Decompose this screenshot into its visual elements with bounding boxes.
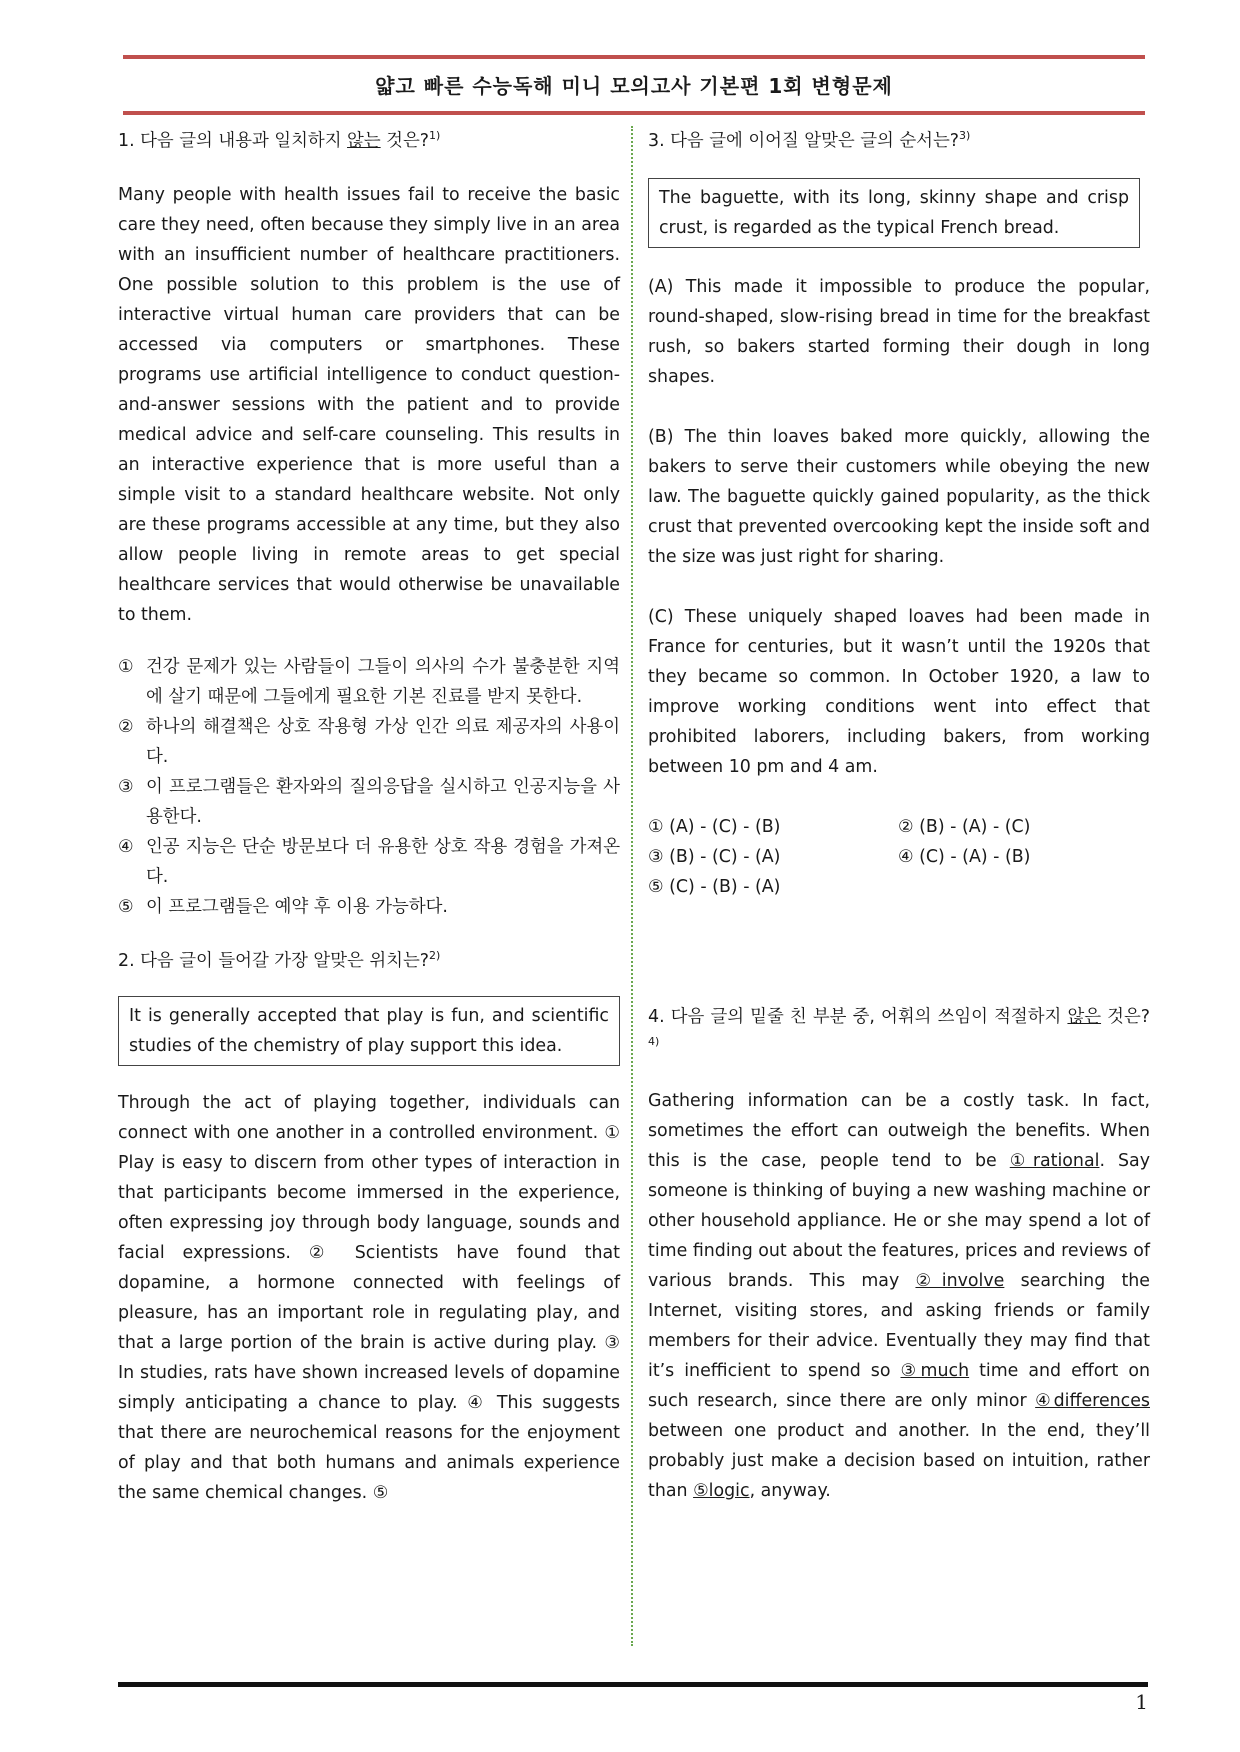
option-text: 인공 지능은 단순 방문보다 더 유용한 상호 작용 경험을 가져온다. [146, 837, 620, 887]
emphasis-underline: 않은 [1067, 1007, 1102, 1027]
header-top-rule [123, 55, 1145, 59]
question-2-passage: Through the act of playing together, individuals can connect with one another in a controlled environment. ① Play is easy to discern from other types of interaction in that participants become immersed in the experience, often expressing joy through body language, sounds and facial expressions. ② Scientists have found that dopamine, a hormone connected with feelings of pleasure, has an important role in regulating play, and that a large portion of the brain is active during play. ③ In studies, rats have shown increased levels of dopamine simply anticipating a chance to play. ④ This suggests that there are neurochemical reasons for the enjoyment of play and that both humans and animals experience the same chemical changes. ⑤ [118, 1093, 620, 1503]
footer-rule [118, 1682, 1148, 1687]
paragraph-b: (B) The thin loaves baked more quickly, allowing the bakers to serve their customers while obeying the new law. The baguette quickly gained popularity, as the thick crust that prevented overcooking kept the inside soft and the size was just right for sharing. [648, 427, 1150, 567]
option-5[interactable] [118, 892, 620, 922]
question-4-passage: Gathering information can be a costly task. In fact, sometimes the effort can outweigh the benefits. When this is the case, people tend to be ①rational. Say someone is thinking of buying a new washing machine or other household appliance. He or she may spend a lot of time finding out about the features, prices and reviews of various brands. This may ②involve searching the Internet, visiting stores, and asking friends or family members for their advice. Eventually they may find that it’s inefficient to spend so ③much time and effort on such research, since there are only minor ④differences between one product and another. In the end, they’ll probably just make a decision based on intuition, rather than ⑤logic, anyway. [648, 1091, 1151, 1501]
right-column [648, 126, 1150, 1506]
option-text: 이 프로그램들은 환자와의 질의응답을 실시하고 인공지능을 사용한다. [146, 777, 620, 827]
option-4[interactable] [118, 832, 620, 892]
question-4-heading: 4. 다음 글의 밑줄 친 부분 중, 어휘의 쓰임이 적절하지 않은 것은?$^{4)}$ [648, 1007, 1151, 1049]
option-1[interactable] [118, 652, 620, 712]
underlined-word-3: ③much [900, 1361, 970, 1381]
question-1 [118, 126, 620, 922]
question-2-given-sentence: It is generally accepted that play is fun, and scientific studies of the chemistry of play support this idea. [118, 996, 620, 1066]
question-2-heading: 2. 다음 글이 들어갈 가장 알맞은 위치는?$^{2)}$ [118, 949, 441, 971]
question-3-given-sentence: The baguette, with its long, skinny shape and crisp crust, is regarded as the typical French bread. [648, 178, 1140, 248]
question-3-options [648, 812, 1150, 902]
footnote-ref: 2) [428, 949, 441, 963]
option-5[interactable]: ⑤ (C) - (B) - (A) [648, 877, 781, 897]
question-1-options [118, 652, 620, 922]
option-1[interactable]: ① (A) - (C) - (B) [648, 817, 781, 837]
option-3[interactable] [118, 772, 620, 832]
option-marker: ⑤ [118, 897, 134, 917]
option-marker: ④ [118, 837, 134, 857]
underlined-word-5: ⑤logic [693, 1481, 750, 1501]
paragraph-a: (A) This made it impossible to produce the popular, round-shaped, slow-rising bread in time for the breakfast rush, so bakers started forming their dough in long shapes. [648, 277, 1150, 387]
question-3-heading: 3. 다음 글에 이어질 알맞은 글의 순서는?$^{3)}$ [648, 129, 971, 151]
paragraph-c: (C) These uniquely shaped loaves had been made in France for centuries, but it wasn’t until the 1920s that they became so common. In October 1920, a law to improve working conditions went into effect that prohibited laborers, including bakers, from working between 10 pm and 4 am. [648, 607, 1150, 777]
question-4 [648, 1002, 1150, 1506]
option-3[interactable]: ③ (B) - (C) - (A) [648, 847, 781, 867]
column-divider [631, 126, 633, 1646]
footnote-ref: 1) [429, 129, 441, 143]
page-title: 얇고 빠른 수능독해 미니 모의고사 기본편 1회 변형문제 [375, 74, 893, 98]
page-number: 1 [1135, 1690, 1148, 1714]
option-text: 하나의 해결책은 상호 작용형 가상 인간 의료 제공자의 사용이다. [146, 717, 620, 767]
question-1-heading: 1. 다음 글의 내용과 일치하지 않는 것은?$^{1)}$ [118, 129, 441, 151]
underlined-word-2: ②involve [915, 1271, 1005, 1291]
underlined-word-1: ①rational [1009, 1151, 1100, 1171]
option-marker: ① [118, 657, 134, 677]
option-text: 이 프로그램들은 예약 후 이용 가능하다. [146, 897, 448, 917]
question-1-passage: Many people with health issues fail to receive the basic care they need, often because they simply live in an area with an insufficient number of healthcare practitioners. One possible solution to this problem is the use of interactive virtual human care providers that can be accessed via computers or smartphones. These programs use artificial intelligence to conduct question-and-answer sessions with the patient and to provide medical advice and self-care counseling. This results in an interactive experience that is more useful than a simple visit to a standard healthcare website. Not only are these programs accessible at any time, but they also allow people living in remote areas to get special healthcare services that would otherwise be unavailable to them. [118, 185, 620, 625]
question-2 [118, 946, 620, 1508]
option-text: 건강 문제가 있는 사람들이 그들이 의사의 수가 불충분한 지역에 살기 때문에 그들에게 필요한 기본 진료를 받지 못한다. [146, 657, 620, 707]
underlined-word-4: ④differences [1035, 1391, 1150, 1411]
footnote-ref: 3) [958, 129, 971, 143]
option-2[interactable] [118, 712, 620, 772]
left-column [118, 126, 620, 1508]
header-bottom-rule [123, 111, 1145, 115]
option-4[interactable]: ④ (C) - (A) - (B) [898, 847, 1031, 867]
option-marker: ② [118, 717, 134, 737]
emphasis-underline: 않는 [347, 131, 381, 151]
option-marker: ③ [118, 777, 134, 797]
option-2[interactable]: ② (B) - (A) - (C) [898, 817, 1031, 837]
footnote-ref: 4) [648, 1035, 660, 1049]
question-3 [648, 126, 1150, 902]
